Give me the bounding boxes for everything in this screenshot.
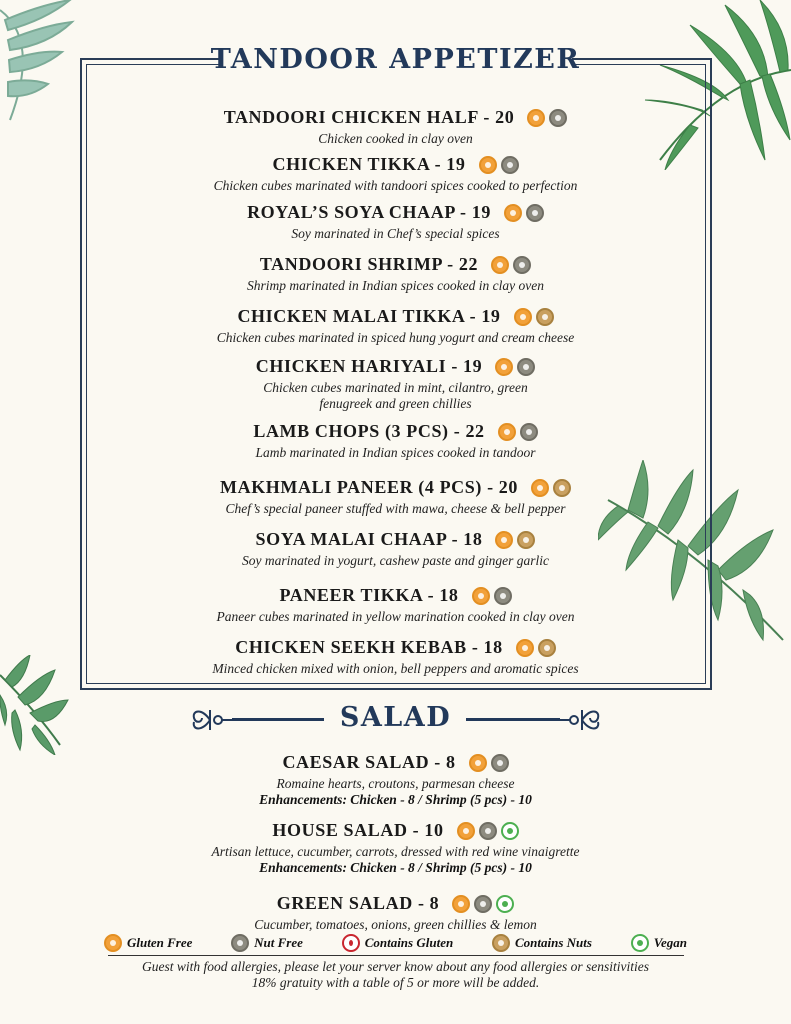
legend-label: Gluten Free (127, 935, 193, 950)
menu-item (100, 529, 691, 569)
dietary-icons (452, 895, 514, 913)
gluten-free-icon (452, 895, 470, 913)
menu-item-description: Soy marinated in yogurt, cashew paste and ginger garlic (241, 553, 550, 568)
legend-item-gluten-free (104, 934, 192, 952)
salad-title: SALAD (339, 702, 452, 733)
menu-item (100, 154, 691, 194)
dietary-icons (472, 587, 512, 605)
menu-item-name: LAMB CHOPS (3 PCS) - 22 (253, 421, 485, 441)
menu-item-description: Cucumber, tomatoes, onions, green chillies & lemon (254, 917, 537, 932)
nut-free-icon (474, 895, 492, 913)
gluten-free-icon (104, 934, 122, 952)
nut-free-icon (231, 934, 249, 952)
vegan-icon (496, 895, 514, 913)
legend-item-vegan (631, 934, 687, 952)
dietary-icons (495, 358, 535, 376)
legend-item-nut-free (231, 934, 303, 952)
menu-item-heading (220, 477, 571, 498)
vegan-icon (631, 934, 649, 952)
menu-item-name: CHICKEN TIKKA - 19 (272, 154, 466, 174)
menu-item-description: Romaine hearts, croutons, parmesan cheese (276, 776, 515, 791)
gluten-free-icon (479, 156, 497, 174)
gluten-free-icon (495, 358, 513, 376)
dietary-icons (457, 822, 519, 840)
menu-item-name: CHICKEN HARIYALI - 19 (255, 356, 483, 376)
vegan-icon (501, 822, 519, 840)
menu-item-description-line2: fenugreek and green chillies (319, 396, 472, 411)
dietary-icons (531, 479, 571, 497)
menu-item-heading (237, 306, 553, 327)
contains-nuts-icon (517, 531, 535, 549)
menu-item (100, 202, 691, 242)
nut-free-icon (479, 822, 497, 840)
salad-divider-right-line (466, 718, 560, 721)
menu-item-description: Chicken cubes marinated with tandoori spices cooked to perfection (213, 178, 578, 193)
menu-item-description: Lamb marinated in Indian spices cooked in tandoor (255, 445, 536, 460)
legend-item-contains-gluten (342, 934, 454, 952)
menu-item-name: MAKHMALI PANEER (4 PCS) - 20 (220, 477, 518, 497)
menu-item-name: CAESAR SALAD - 8 (282, 752, 456, 772)
menu-item-description: Shrimp marinated in Indian spices cooked in clay oven (247, 278, 544, 293)
contains-nuts-icon (538, 639, 556, 657)
menu-item-name: TANDOORI SHRIMP - 22 (259, 254, 479, 274)
menu-item-heading (279, 585, 511, 606)
menu-item-name: CHICKEN SEEKH KEBAB - 18 (235, 637, 503, 657)
nut-free-icon (520, 423, 538, 441)
gluten-free-icon (527, 109, 545, 127)
menu-item-name: SOYA MALAI CHAAP - 18 (255, 529, 483, 549)
menu-item-enhancements: Enhancements: Chicken - 8 / Shrimp (5 pcs) - 10 (259, 792, 532, 807)
menu-item-description: Chicken cooked in clay oven (318, 131, 473, 146)
legend-divider (108, 955, 684, 956)
menu-item-heading (272, 820, 518, 841)
menu-item-name: ROYAL’S SOYA CHAAP - 19 (247, 202, 491, 222)
gluten-free-icon (469, 754, 487, 772)
menu-item (100, 421, 691, 461)
legend-item-contains-nuts (492, 934, 592, 952)
legend-label: Contains Gluten (364, 935, 454, 950)
dietary-icons (498, 423, 538, 441)
gluten-free-icon (516, 639, 534, 657)
menu-item (100, 585, 691, 625)
gluten-free-icon (495, 531, 513, 549)
menu-item-heading (260, 254, 531, 275)
allergy-note: Guest with food allergies, please let your server know about any food allergies or sensitivities (141, 959, 650, 974)
menu-item-heading (253, 421, 537, 442)
menu-item-name: HOUSE SALAD - 10 (272, 820, 444, 840)
menu-item-description: Chicken cubes marinated in spiced hung yogurt and cream cheese (216, 330, 575, 345)
dietary-icons (516, 639, 556, 657)
dietary-icons (514, 308, 554, 326)
gluten-free-icon (504, 204, 522, 222)
contains-nuts-icon (553, 479, 571, 497)
menu-item (100, 893, 691, 933)
menu-item (100, 752, 691, 808)
menu-item-name: PANEER TIKKA - 18 (279, 585, 459, 605)
gluten-free-icon (514, 308, 532, 326)
menu-item-heading (277, 893, 515, 914)
nut-free-icon (549, 109, 567, 127)
menu-item-heading (235, 637, 555, 658)
menu-item-description: Minced chicken mixed with onion, bell peppers and aromatic spices (212, 661, 579, 676)
menu-item-heading (256, 529, 536, 550)
menu-item-name: GREEN SALAD - 8 (276, 893, 440, 913)
legend-label: Vegan (653, 935, 687, 950)
menu-item-heading (273, 154, 519, 175)
menu-item-name: TANDOORI CHICKEN HALF - 20 (223, 107, 515, 127)
tandoor-appetizer-title: TANDOOR APPETIZER (210, 44, 581, 75)
gluten-free-icon (531, 479, 549, 497)
gluten-free-icon (491, 256, 509, 274)
menu-item (100, 254, 691, 294)
menu-item-heading (247, 202, 544, 223)
menu-item (100, 107, 691, 147)
menu-item-enhancements: Enhancements: Chicken - 8 / Shrimp (5 pcs) - 10 (259, 860, 532, 875)
contains-nuts-icon (492, 934, 510, 952)
gluten-free-icon (498, 423, 516, 441)
legend-label: Contains Nuts (514, 935, 592, 950)
menu-item (100, 306, 691, 346)
menu-item-description: Artisan lettuce, cucumber, carrots, dressed with red wine vinaigrette (211, 844, 580, 859)
dietary-icons (479, 156, 519, 174)
nut-free-icon (517, 358, 535, 376)
gluten-free-icon (472, 587, 490, 605)
dietary-icons (504, 204, 544, 222)
dietary-icons (469, 754, 509, 772)
gratuity-note: 18% gratuity with a table of 5 or more will be added. (251, 975, 540, 990)
menu-item-description: Chef’s special paneer stuffed with mawa, cheese & bell pepper (225, 501, 566, 516)
dietary-icons (495, 531, 535, 549)
nut-free-icon (501, 156, 519, 174)
menu-item-heading (224, 107, 568, 128)
contains-gluten-icon (342, 934, 360, 952)
menu-item-description: Paneer cubes marinated in yellow marination cooked in clay oven (216, 609, 575, 624)
menu-item-description: Chicken cubes marinated in mint, cilantro, green (263, 380, 528, 395)
contains-nuts-icon (536, 308, 554, 326)
menu-item (100, 820, 691, 876)
nut-free-icon (494, 587, 512, 605)
menu-item (100, 356, 691, 412)
dietary-icons (491, 256, 531, 274)
menu-item-description: Soy marinated in Chef’s special spices (291, 226, 500, 241)
dietary-icons (527, 109, 567, 127)
nut-free-icon (513, 256, 531, 274)
menu-item-name: CHICKEN MALAI TIKKA - 19 (237, 306, 501, 326)
gluten-free-icon (457, 822, 475, 840)
menu-item (100, 477, 691, 517)
nut-free-icon (526, 204, 544, 222)
menu-item-heading (256, 356, 535, 377)
menu-item (100, 637, 691, 677)
menu-item-heading (282, 752, 508, 773)
dietary-legend (104, 934, 687, 952)
nut-free-icon (491, 754, 509, 772)
legend-label: Nut Free (254, 935, 303, 950)
